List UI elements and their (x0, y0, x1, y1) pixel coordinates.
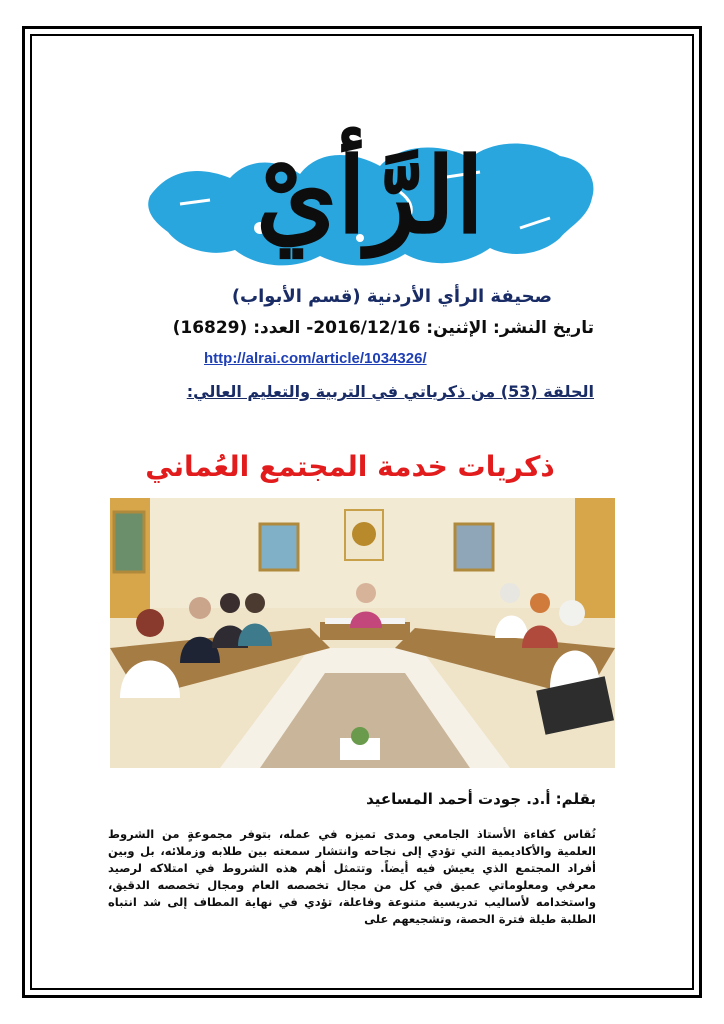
body-paragraph: تُقاس كفاءة الأستاذ الجامعي ومدى تميزه في عمله، بتوفر مجموعةٍ من الشروط العلمية والأكاديمية التي تؤدي إلى نجاحه وانتشار سمعته بين طلابه وزملائه، بل وبين أفراد المجتمع الذي يعيش فيه أيضاً. وتتمثل أهم هذه الشروط في امتلاكه لرصيد معرفي ومعلوماتي عميق في كل من مجال تخصصه العام ومجال تخصصه الدقيق، واستخدامه لأساليب تدريسية متنوعة وفاعلة، تؤدي في نهاية المطاف إلى شد انتباه الطلبة طيلة فترة الحصة، وتشجيعهم على (108, 827, 596, 926)
meeting-photo (110, 498, 615, 768)
article-link[interactable]: http://alrai.com/article/1034326/ (204, 350, 427, 367)
episode-heading: الحلقة (53) من ذكرياتي في التربية والتعليم العالي: (186, 382, 594, 401)
newspaper-logo (140, 108, 600, 283)
logo-wordmark: الرَّأيْ (255, 134, 485, 257)
publication-date: تاريخ النشر: الإثنين: 2016/12/16- العدد: (16829) (172, 318, 594, 338)
article-title: ذكريات خدمة المجتمع العُماني (145, 450, 555, 483)
newspaper-name: صحيفة الرأي الأردنية (قسم الأبواب) (231, 286, 552, 307)
article-body (108, 826, 596, 928)
author-byline: بقلم: أ.د. جودت أحمد المساعيد (366, 790, 596, 808)
